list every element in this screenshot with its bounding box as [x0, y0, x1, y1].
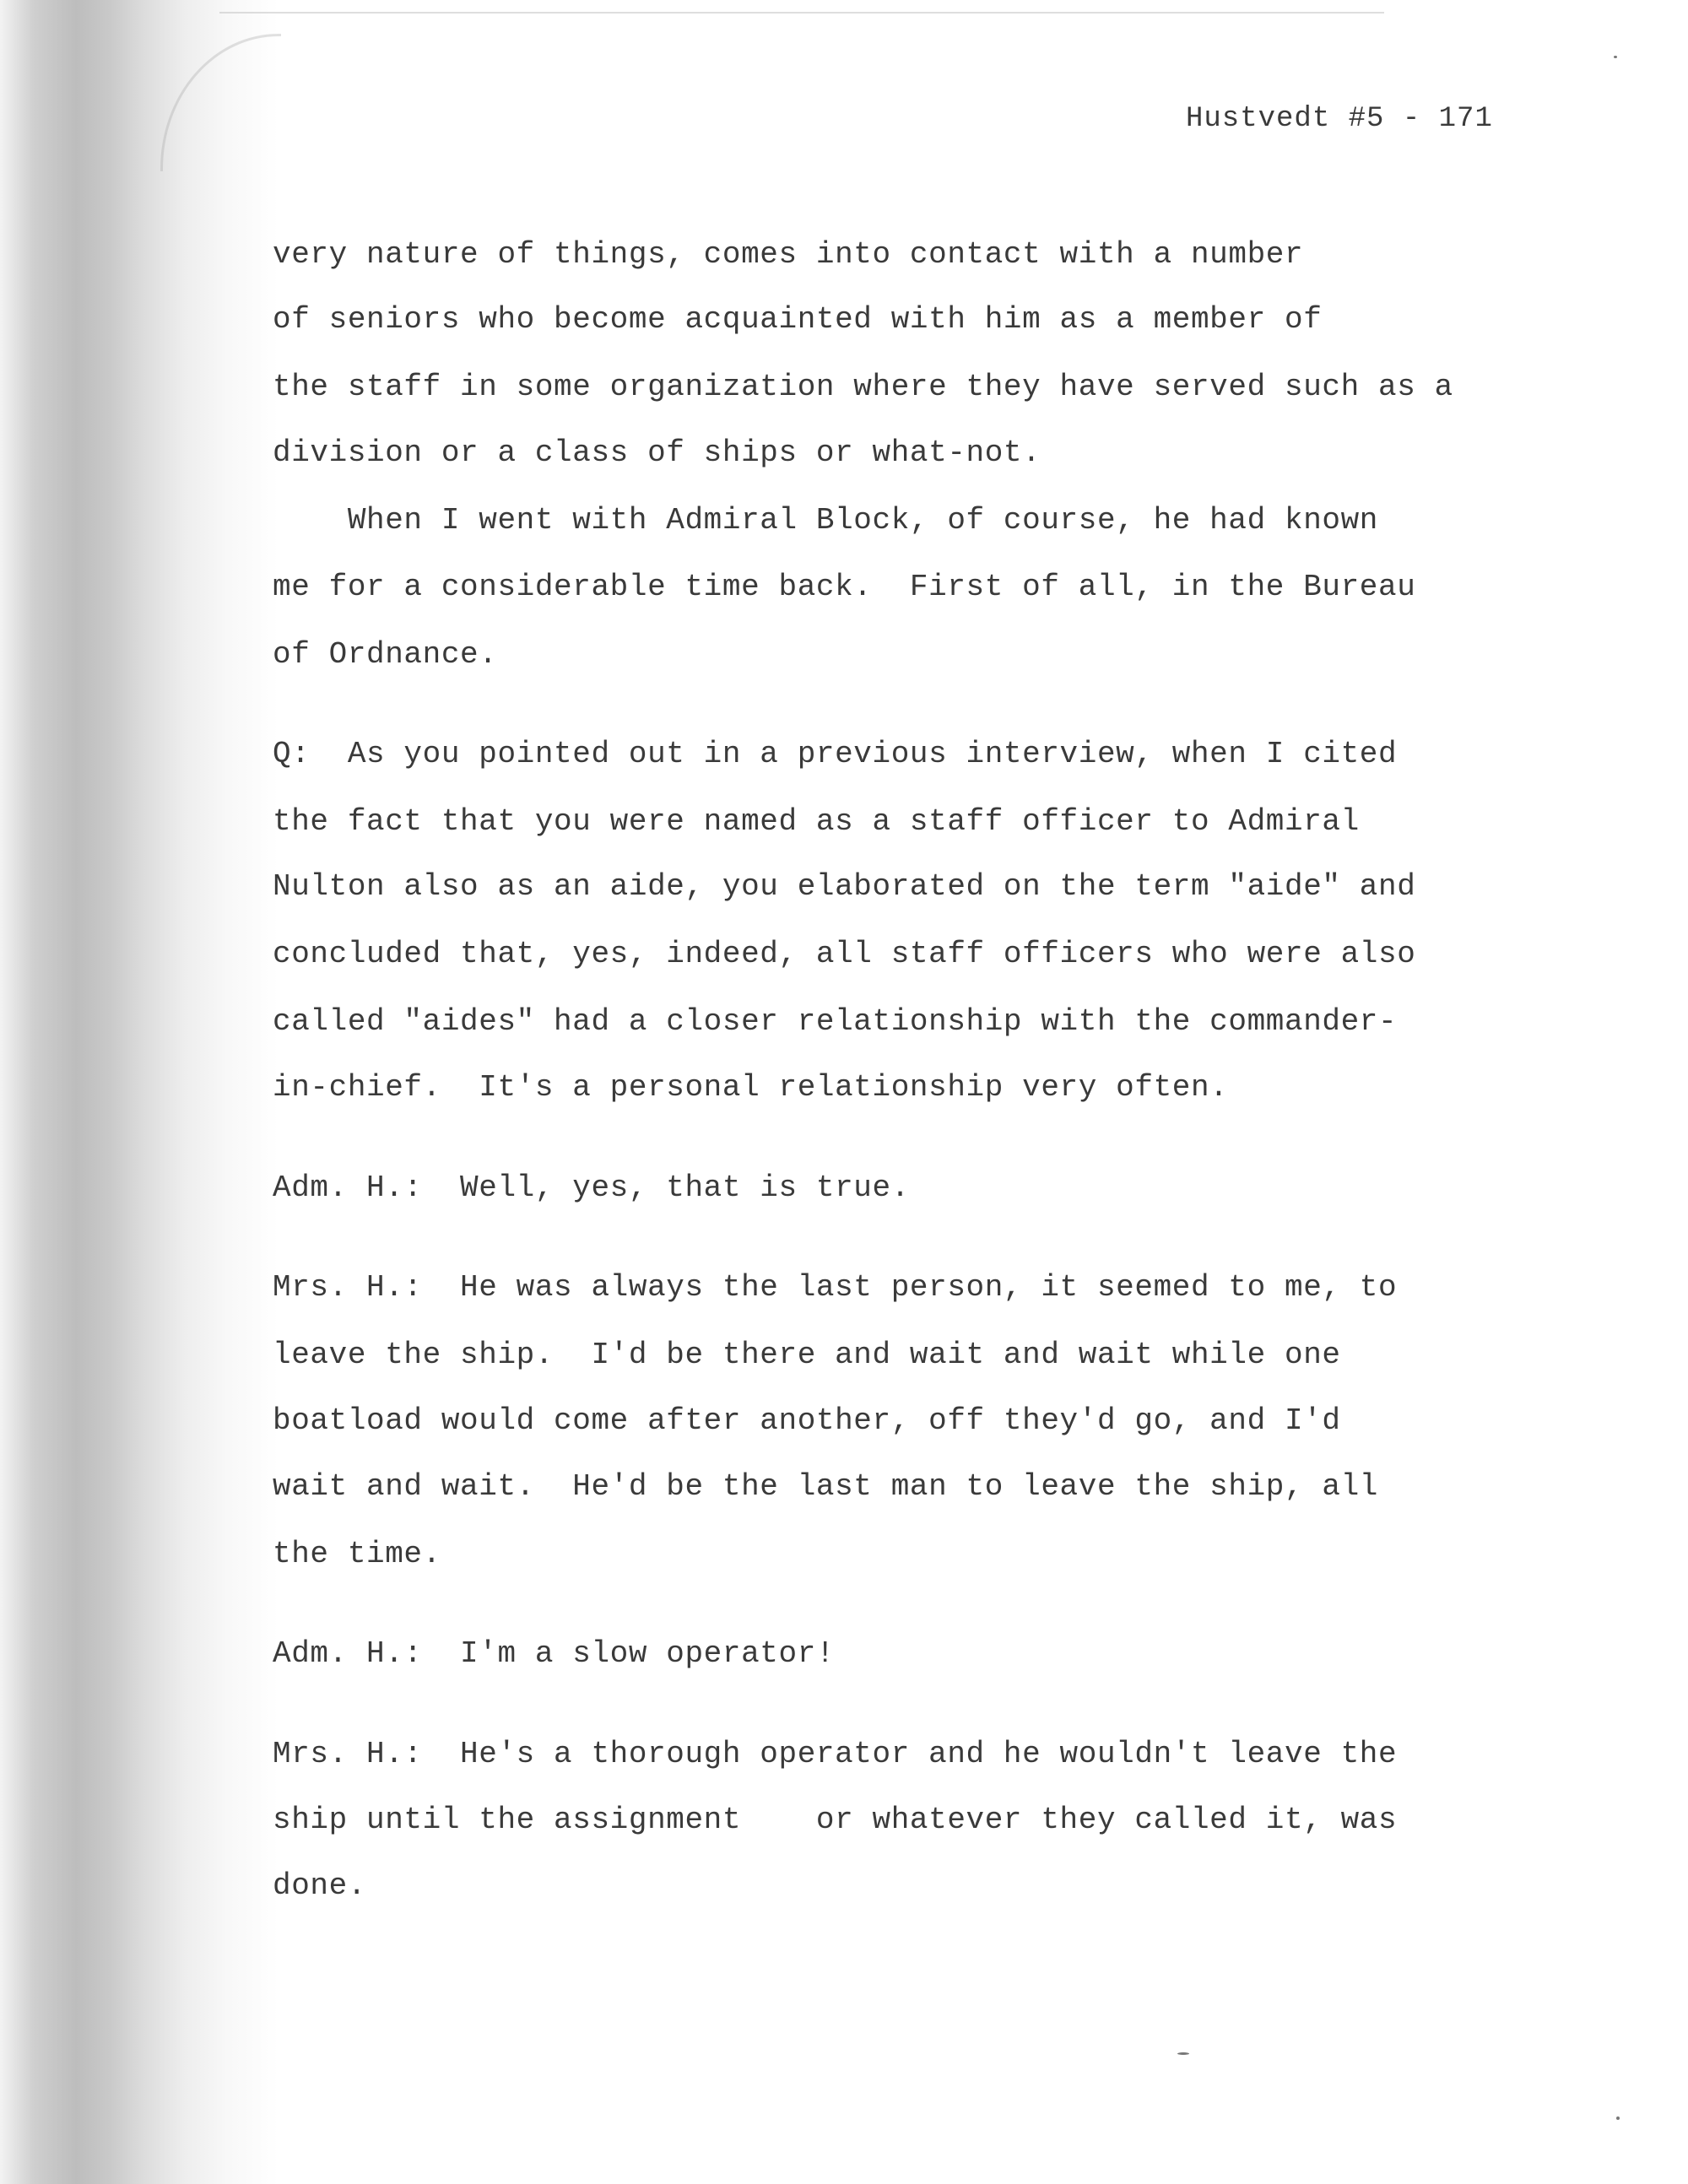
- text-line: the fact that you were named as a staff officer to Admiral: [273, 804, 1360, 839]
- text-line: Mrs. H.: He was always the last person, it seemed to me, to: [273, 1270, 1398, 1305]
- text-line: division or a class of ships or what-not.: [273, 435, 1041, 470]
- text-line: of seniors who become acquainted with him as a member of: [273, 302, 1323, 337]
- text-line: leave the ship. I'd be there and wait and wait while one: [273, 1338, 1341, 1372]
- text-line: the time.: [273, 1537, 441, 1571]
- text-line: done.: [273, 1868, 367, 1903]
- text-line: called "aides" had a closer relationship with the commander-: [273, 1004, 1398, 1039]
- text-line: Adm. H.: I'm a slow operator!: [273, 1636, 836, 1671]
- scan-speck: [1614, 56, 1617, 58]
- scan-speck: [1177, 2052, 1189, 2055]
- text-line: ship until the assignment or whatever they called it, was: [273, 1803, 1398, 1837]
- binding-shadow: [0, 0, 279, 2184]
- text-line: When I went with Admiral Block, of course, he had known: [273, 503, 1379, 538]
- text-line: Q: As you pointed out in a previous interview, when I cited: [273, 737, 1398, 771]
- text-line: me for a considerable time back. First of all, in the Bureau: [273, 570, 1416, 604]
- text-line: of Ordnance.: [273, 637, 498, 672]
- page-top-edge: [219, 12, 1384, 14]
- text-line: the staff in some organization where they have served such as a: [273, 370, 1453, 404]
- text-line: Mrs. H.: He's a thorough operator and he wouldn't leave the: [273, 1737, 1398, 1771]
- text-line: Adm. H.: Well, yes, that is true.: [273, 1170, 910, 1205]
- text-line: boatload would come after another, off they'd go, and I'd: [273, 1403, 1341, 1438]
- text-line: in-chief. It's a personal relationship very often.: [273, 1070, 1229, 1105]
- scan-speck: [1616, 2116, 1620, 2120]
- text-line: very nature of things, comes into contact with a number: [273, 237, 1304, 272]
- text-line: concluded that, yes, indeed, all staff officers who were also: [273, 937, 1416, 971]
- page-header: Hustvedt #5 - 171: [1186, 103, 1493, 135]
- text-line: wait and wait. He'd be the last man to leave the ship, all: [273, 1469, 1379, 1504]
- text-line: Nulton also as an aide, you elaborated on the term "aide" and: [273, 869, 1416, 904]
